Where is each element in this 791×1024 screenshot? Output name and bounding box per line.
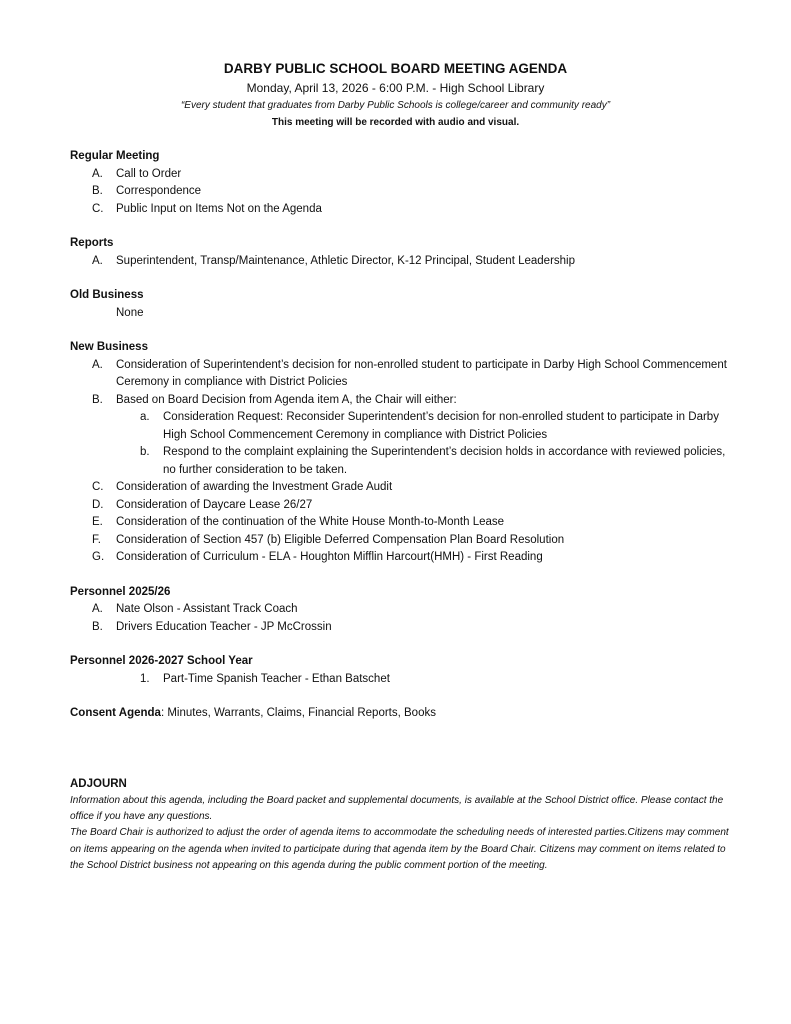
item-marker: C.	[92, 481, 104, 493]
list-item	[92, 392, 730, 480]
item-marker: A.	[92, 358, 103, 371]
item-marker: B.	[92, 620, 103, 633]
regular-meeting-list	[70, 166, 730, 219]
sub-item-marker: a.	[140, 411, 150, 423]
list-item	[92, 619, 730, 637]
personnel-2026-list	[70, 671, 730, 689]
item-text: Public Input on Items Not on the Agenda	[116, 202, 322, 215]
sub-item-text: Respond to the complaint explaining the Superintendent’s decision holds in accordance with reviewed policies, no further consideration to be taken.	[163, 446, 726, 476]
item-marker: A.	[92, 254, 103, 267]
list-item	[92, 357, 730, 392]
item-marker: 1.	[140, 672, 150, 685]
agenda-body	[70, 148, 730, 740]
item-marker: E.	[92, 516, 103, 528]
list-item	[92, 601, 730, 619]
consent-agenda-label: Consent Agenda	[70, 707, 161, 719]
section-heading: New Business	[70, 341, 148, 353]
personnel-2025-list	[70, 601, 730, 636]
agenda-footer	[70, 776, 730, 874]
item-text: Consideration of Curriculum - ELA - Houghton Mifflin Harcourt(HMH) - First Reading	[116, 551, 543, 563]
list-item	[92, 497, 730, 515]
item-text: Nate Olson - Assistant Track Coach	[116, 603, 298, 615]
board-chair-note: The Board Chair is authorized to adjust the order of agenda items to accommodate the scheduling needs of interested parties.Citizens may comment on items appearing on the agenda when invited to participate during that agenda item by the Board Chair. Citizens may comment on items related to the School District business not appearing on this agenda during the public comment portion of the meeting.	[70, 827, 729, 871]
sub-list-item	[140, 409, 730, 444]
list-item	[92, 532, 730, 550]
item-text: Consideration of Section 457 (b) Eligible Deferred Compensation Plan Board Resolution	[116, 533, 565, 546]
item-marker: D.	[92, 498, 104, 511]
item-marker: B.	[92, 393, 103, 406]
agenda-info-note: Information about this agenda, including the Board packet and supplemental documents, is available at the School District office. Please contact the office if you have any questions.	[70, 795, 724, 823]
item-text: Based on Board Decision from Agenda item A, the Chair will either:	[116, 393, 457, 406]
item-marker: B.	[92, 185, 103, 197]
item-marker: G.	[92, 551, 105, 563]
list-item	[92, 183, 730, 201]
section-old-business	[70, 287, 730, 322]
item-text: Consideration of Superintendent’s decision for non-enrolled student to participate in Darby High School Commencement Ceremony in compliance with District Policies	[116, 358, 727, 388]
agenda-header	[0, 60, 791, 130]
adjourn-heading: ADJOURN	[70, 778, 127, 790]
section-reports	[70, 235, 730, 270]
chair-options-list	[116, 409, 730, 479]
section-heading: Personnel 2025/26	[70, 585, 171, 598]
list-item	[92, 514, 730, 532]
meeting-date-location: Monday, April 13, 2026 - 6:00 P.M. - High School Library	[246, 81, 545, 95]
district-motto: “Every student that graduates from Darby Public Schools is college/career and community ready”	[180, 100, 611, 111]
list-item	[92, 253, 730, 271]
item-text: Consideration of Daycare Lease 26/27	[116, 498, 313, 511]
section-personnel-2025	[70, 584, 730, 637]
section-regular-meeting	[70, 148, 730, 218]
item-marker: A.	[92, 603, 103, 615]
item-text: Drivers Education Teacher - JP McCrossin	[116, 620, 332, 633]
section-consent-agenda	[70, 705, 730, 723]
reports-list	[70, 253, 730, 271]
item-marker: F.	[92, 533, 101, 546]
list-item	[92, 201, 730, 219]
section-personnel-2026	[70, 653, 730, 688]
list-item	[140, 671, 730, 689]
item-text: Consideration of awarding the Investment Grade Audit	[116, 481, 393, 493]
sub-list-item	[140, 444, 730, 479]
item-text: Superintendent, Transp/Maintenance, Athletic Director, K-12 Principal, Student Leadership	[116, 254, 575, 267]
agenda-title: DARBY PUBLIC SCHOOL BOARD MEETING AGENDA	[223, 61, 568, 76]
section-heading: Old Business	[70, 289, 144, 301]
list-item	[92, 479, 730, 497]
old-business-text: None	[116, 306, 144, 319]
list-item	[92, 166, 730, 184]
consent-agenda	[70, 705, 730, 723]
section-heading: Reports	[70, 237, 114, 249]
item-text: Part-Time Spanish Teacher - Ethan Batschet	[163, 672, 390, 685]
consent-agenda-text: : Minutes, Warrants, Claims, Financial Reports, Books	[160, 707, 436, 719]
item-text: Correspondence	[116, 185, 202, 197]
recording-notice: This meeting will be recorded with audio and visual.	[271, 117, 520, 128]
section-heading: Regular Meeting	[70, 150, 160, 162]
item-text: Consideration of the continuation of the White House Month-to-Month Lease	[116, 516, 505, 528]
sub-item-text: Consideration Request: Reconsider Superintendent’s decision for non-enrolled student to participate in Darby High School Commencement Ceremony in compliance with District Policies	[163, 411, 719, 441]
section-new-business	[70, 339, 730, 567]
sub-item-marker: b.	[140, 446, 150, 458]
item-marker: C.	[92, 202, 104, 215]
section-heading: Personnel 2026-2027 School Year	[70, 655, 253, 667]
item-text: Call to Order	[116, 167, 182, 180]
list-item	[92, 549, 730, 567]
new-business-list	[70, 357, 730, 567]
item-marker: A.	[92, 167, 103, 180]
